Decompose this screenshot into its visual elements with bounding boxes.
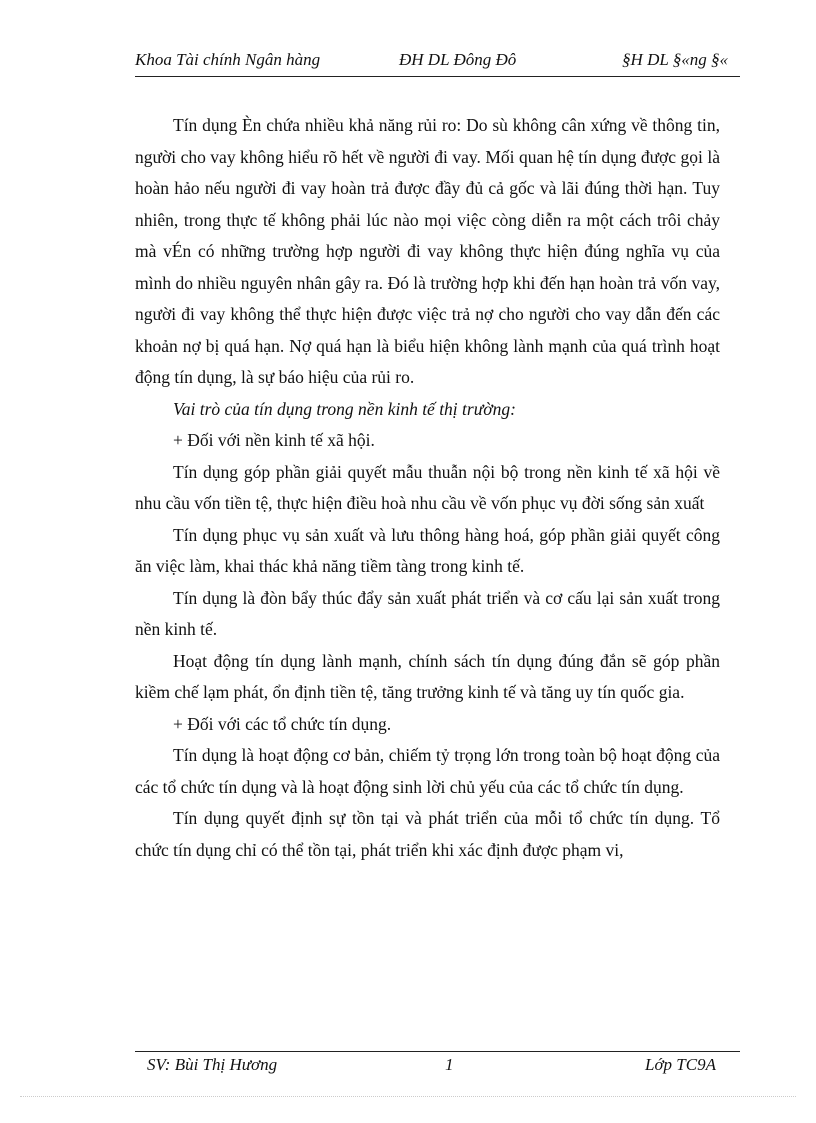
header-divider [135, 76, 740, 77]
page-edge-divider [20, 1096, 796, 1097]
footer-divider [135, 1051, 740, 1052]
footer-student: SV: Bùi Thị Hương [147, 1055, 278, 1074]
header-faculty: Khoa Tài chính Ngân hàng [135, 50, 321, 69]
running-footer [135, 1055, 740, 1079]
paragraph-institutions-1: Tín dụng là hoạt động cơ bản, chiếm tỷ trọng lớn trong toàn bộ hoạt động của các tổ chức tín dụng và là hoạt động sinh lời chủ yếu của các tổ chức tín dụng. [135, 745, 720, 797]
body-text [135, 110, 720, 866]
subheading-economy: + Đối với nền kinh tế xã hội. [173, 430, 375, 450]
paragraph-economy-2: Tín dụng phục vụ sản xuất và lưu thông hàng hoá, góp phần giải quyết công ăn việc làm, khai thác khả năng tiềm tàng trong kinh tế. [135, 524, 720, 576]
footer-class: Lớp TC9A [645, 1055, 716, 1074]
paragraph-economy-1: Tín dụng góp phần giải quyết mẫu thuẫn nội bộ trong nền kinh tế xã hội về nhu cầu vốn tiền tệ, thực hiện điều hoà nhu cầu về vốn phục vụ đời sống sản xuất [135, 461, 720, 513]
page-number: 1 [445, 1055, 454, 1074]
paragraph-institutions-2: Tín dụng quyết định sự tồn tại và phát triển của mỗi tổ chức tín dụng. Tổ chức tín dụng chỉ có thể tồn tại, phát triển khi xác định được phạm vi, [135, 808, 720, 860]
section-heading-credit-role: Vai trò của tín dụng trong nền kinh tế thị trường: [173, 398, 516, 419]
paragraph-economy-3: Tín dụng là đòn bẩy thúc đẩy sản xuất phát triển và cơ cấu lại sản xuất trong nền kinh tế. [135, 587, 720, 639]
header-university: ĐH DL Đông Đô [399, 50, 517, 69]
header-university-garbled: §H DL §«ng §« [622, 50, 728, 69]
paragraph-credit-risk: Tín dụng Èn chứa nhiều khả năng rủi ro: Do sù không cân xứng về thông tin, người cho vay không hiểu rõ hết về người đi vay. Mối quan hệ tín dụng được gọi là hoàn hảo nếu người đi vay hoàn trả được đầy đủ cả gốc và lãi đúng thời hạn. Tuy nhiên, trong thực tế không phải lúc nào mọi việc còng diễn ra một cách trôi chảy mà vÉn có những trường hợp người đi vay không thực hiện đúng nghĩa vụ của mình do nhiều nguyên nhân gây ra. Đó là trường hợp khi đến hạn hoàn trả vốn vay, người đi vay không thể thực hiện được việc trả nợ cho người cho vay dẫn đến các khoản nợ bị quá hạn. Nợ quá hạn là biểu hiện không lành mạnh của quá trình hoạt động tín dụng, là sự báo hiệu của rủi ro. [135, 115, 720, 387]
subheading-credit-institutions: + Đối với các tổ chức tín dụng. [173, 713, 392, 734]
running-header [135, 50, 740, 74]
paragraph-economy-4: Hoạt động tín dụng lành mạnh, chính sách tín dụng đúng đắn sẽ góp phần kiềm chế lạm phát, ổn định tiền tệ, tăng trưởng kinh tế và tăng uy tín quốc gia. [135, 650, 720, 702]
